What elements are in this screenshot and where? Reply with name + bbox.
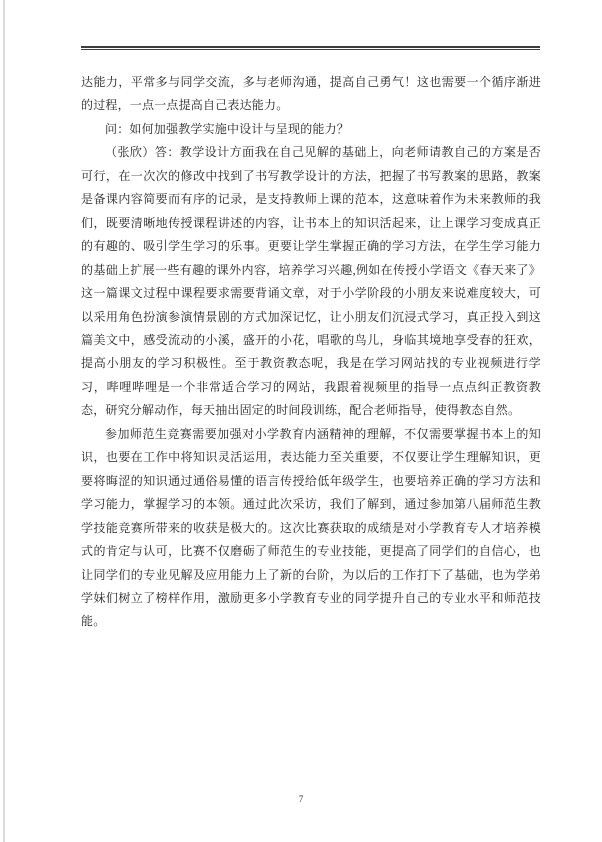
paragraph-question: 问：如何加强教学实施中设计与呈现的能力？ [105,121,350,136]
page-number: 7 [298,794,304,804]
paragraph-answer: （张欣）答：教学设计方面我在自己见解的基础上，向老师请教自己的方案是否可行，在一次次的修改中找到了书写教学设计的方法，把握了书写教案的思路，教案是备课内容简要而有序的记录，是支持教师上课的范本，这意味着作为未来教师的我们，既要清晰地传授课程讲述的内容，让书本上的知识活起来，让上课学习变成真正的有趣的、吸引学生学习的乐事。更要让学生掌握正确的学习方法，在学生学习能力的基础上扩展一些有趣的课外内容，培养学习兴趣,例如在传授小学语文《春天来了》这一篇课文过程中课程要求需要背诵文章，对于小学阶段的小朋友来说难度较大，可以采用角色扮演参演情景剧的方式加深记忆，让小朋友们沉浸式学习，真正投入到这篇美文中，感受流动的小溪，盛开的小花，唱歌的鸟儿，身临其境地享受春的狂欢，提高小朋友的学习积极性。至于教资教态呢，我是在学习网站找的专业视频进行学习，哔哩哔哩是一个非常适合学习的网站，我跟着视频里的指导一点点纠正教资教态，研究分解动作，每天抽出固定的时间段训练，配合老师指导，使得教态自然。 [81,145,541,418]
page-edge-line [3,0,5,842]
paragraph-conclusion: 参加师范生竞赛需要加强对小学教育内涵精神的理解，不仅需要掌握书本上的知识，也要在工作中将知识灵活运用，表达能力至关重要，不仅要让学生理解知识，更要将晦涩的知识通过通俗易懂的语言传授给低年级学生，也要培养正确的学习方法和学习能力，掌握学习的本领。通过此次采访，我们了解到，通过参加第八届师范生教学技能竞赛所带来的收获是极大的。这次比赛获取的成绩是对小学教育专人才培养模式的肯定与认可，比赛不仅磨砺了师范生的专业技能，更提高了同学们的自信心，也让同学们的专业见解及应用能力上了新的台阶，为以后的工作打下了基础，也为学弟学妹们树立了榜样作用，激励更多小学教育专业的同学提升自己的专业水平和师范技能。 [81,426,541,629]
document-body [81,71,541,634]
paragraph: 达能力，平常多与同学交流，多与老师沟通，提高自己勇气！这也需要一个循序渐进的过程，一点一点提高自己表达能力。 [81,75,541,113]
header-divider [81,46,540,50]
